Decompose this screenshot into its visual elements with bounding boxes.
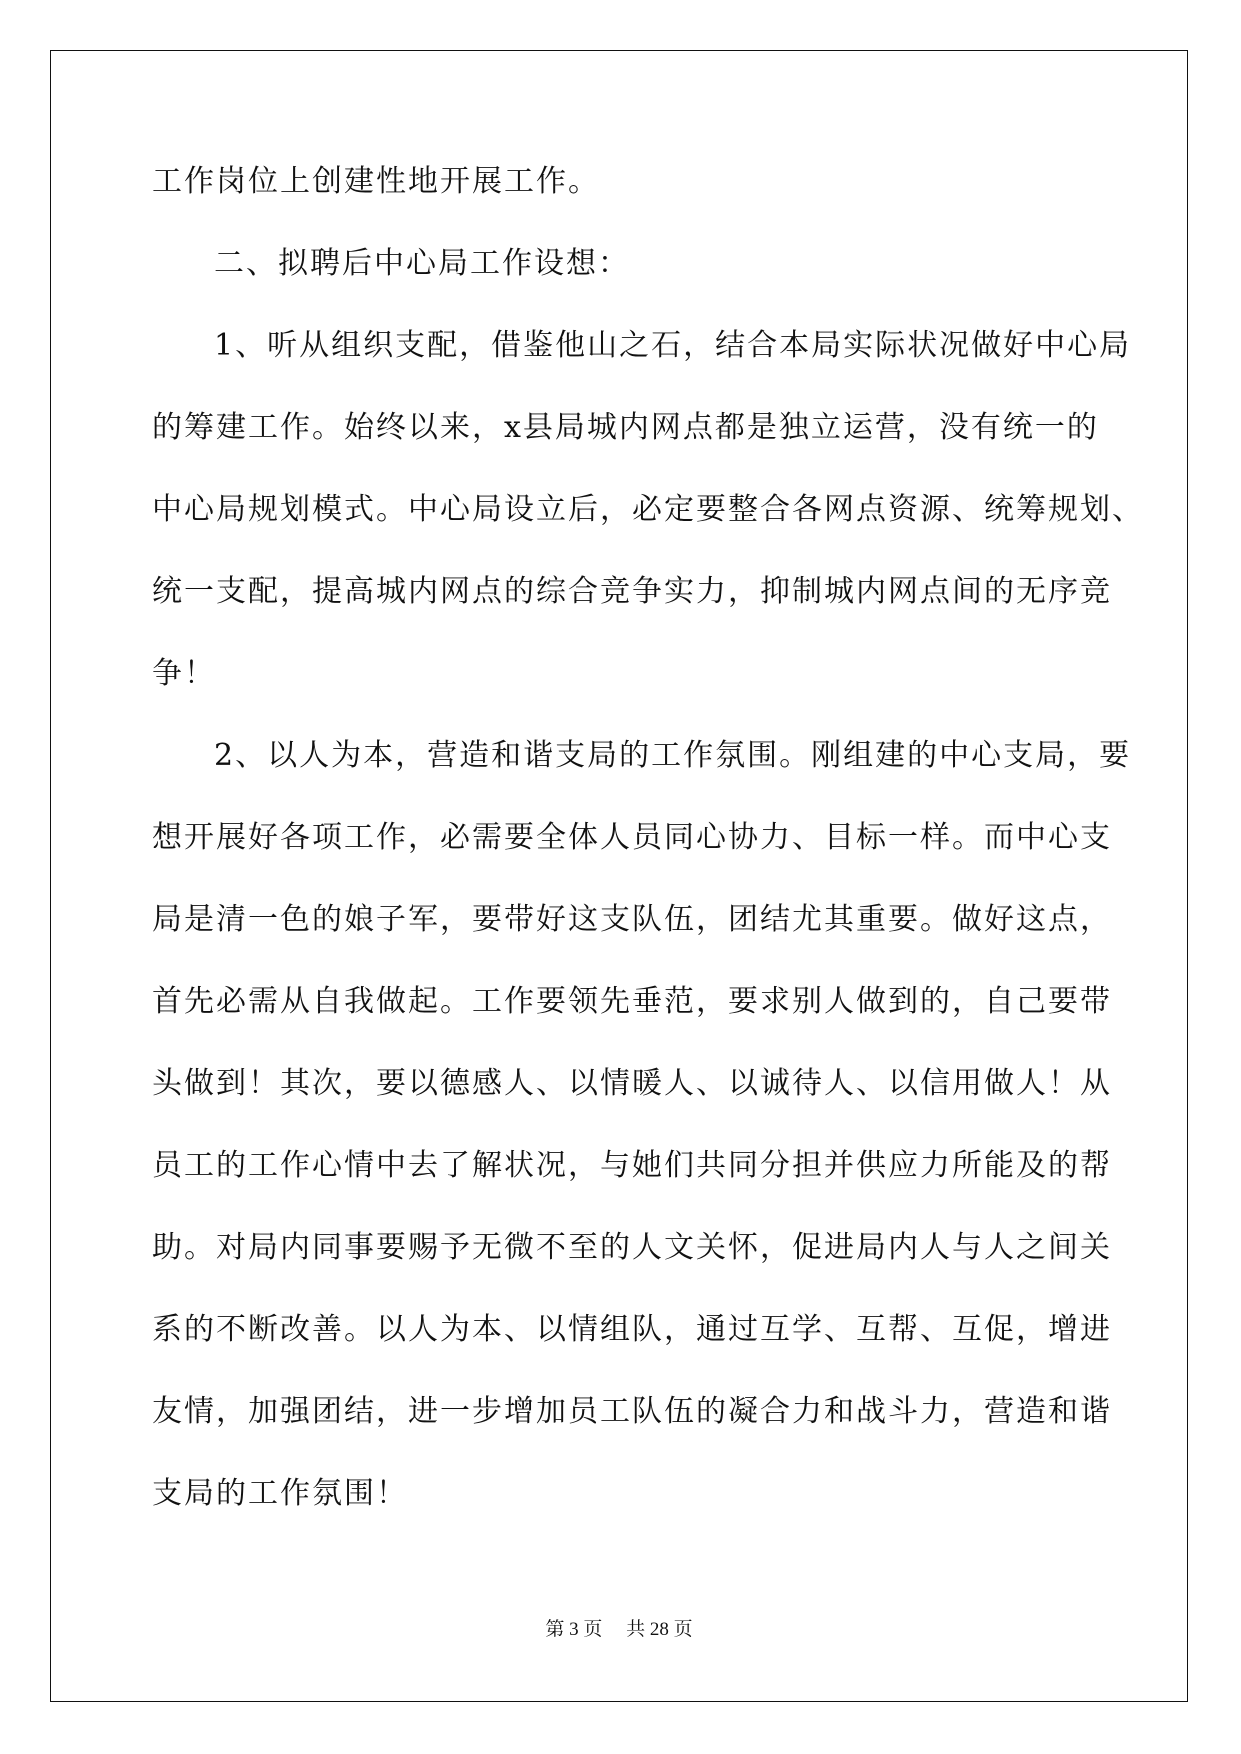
text-line: 员工的工作心情中去了解状况，与她们共同分担并供应力所能及的帮 [152,1148,1112,1183]
text-line: 首先必需从自我做起。工作要领先垂范，要求别人做到的，自己要带 [152,984,1112,1019]
text-line: 局是清一色的娘子军，要带好这支队伍，团结尤其重要。做好这点， [152,902,1112,937]
text-line: 助。对局内同事要赐予无微不至的人文关怀，促进局内人与人之间关 [152,1230,1112,1265]
section-heading: 二、拟聘后中心局工作设想： [214,246,630,281]
text-line: 头做到！其次，要以德感人、以情暖人、以诚待人、以信用做人！从 [152,1066,1112,1101]
page-number-footer: 第 3 页 共 28 页 [545,1619,693,1640]
document-page [50,50,1188,1702]
text-line: 中心局规划模式。中心局设立后，必定要整合各网点资源、统筹规划、 [152,492,1144,527]
text-line: 1、听从组织支配，借鉴他山之石，结合本局实际状况做好中心局 [214,328,1132,363]
text-line: 工作岗位上创建性地开展工作。 [152,164,600,199]
text-line: 2、以人为本，营造和谐支局的工作氛围。刚组建的中心支局，要 [214,738,1132,773]
document-body [152,141,1144,1535]
text-line: 系的不断改善。以人为本、以情组队，通过互学、互帮、互促，增进 [152,1312,1112,1347]
text-line: 的筹建工作。始终以来，x县局城内网点都是独立运营，没有统一的 [152,410,1099,445]
text-line: 统一支配，提高城内网点的综合竞争实力，抑制城内网点间的无序竞 [152,574,1112,609]
text-line: 争！ [152,656,216,691]
text-line: 友情，加强团结，进一步增加员工队伍的凝合力和战斗力，营造和谐 [152,1394,1112,1429]
text-line: 支局的工作氛围！ [152,1476,408,1511]
text-line: 想开展好各项工作，必需要全体人员同心协力、目标一样。而中心支 [152,820,1112,855]
